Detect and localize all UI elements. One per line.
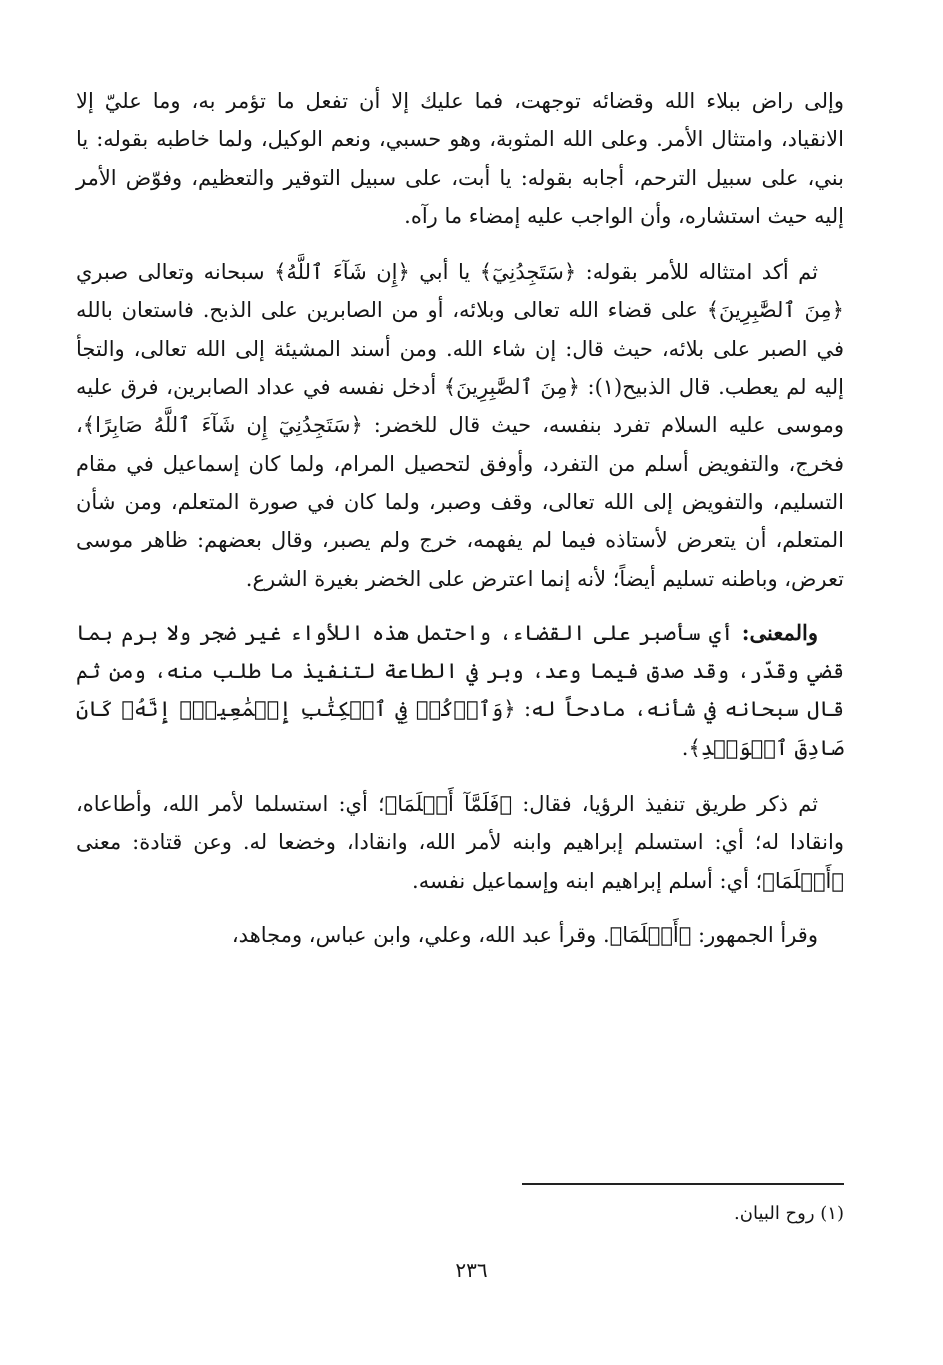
footnote: (١) روح البيان. xyxy=(734,1203,844,1224)
footnote-divider xyxy=(522,1183,844,1185)
paragraph-1: وإلى راض ببلاء الله وقضائه توجهت، فما عليك إلا أن تفعل ما تؤمر به، وما عليّ إلا الانقياد، وامتثال الأمر. وعلى الله المثوبة، وهو حسبي، ونعم الوكيل، ولما خاطبه بقوله: يا بني، على سبيل الترحم، أجابه بقوله: يا أبت، على سبيل التوقير والتعظيم، وفوّض الأمر إليه حيث استشاره، وأن الواجب عليه إمضاء ما رآه. xyxy=(76,89,844,228)
paragraph-3-text: أي سأصبر على القضاء، واحتمل هذه اللأواء غير ضجر ولا برم بما قضي وقدّر، وقد صدق فيما وعد، وبر في الطاعة لتنفيذ ما طلب منه، ومن ثم قال سبحانه في شأنه، مادحاً له: ﴿وَٱذۡكُرۡ فِي ٱلۡكِتَٰبِ إِسۡمَٰعِيلَۚ إِنَّهُۥ كَانَ صَادِقَ ٱلۡوَعۡدِ﴾. xyxy=(76,620,844,760)
page-body xyxy=(76,82,844,954)
paragraph-3 xyxy=(76,614,844,767)
paragraph-3-lead: والمعنى: xyxy=(741,619,818,645)
paragraph-2: ثم أكد امتثاله للأمر بقوله: ﴿سَتَجِدُنِيٓ﴾ يا أبي ﴿إِن شَآءَ ٱللَّهُ﴾ سبحانه وتعالى صبري ﴿مِنَ ٱلصَّٰبِرِينَ﴾ على قضاء الله تعالى وبلائه، أو من الصابرين على الذبح. فاستعان بالله في الصبر على بلائه، حيث قال: إن شاء الله. ومن أسند المشيئة إلى الله تعالى، والتجأ إليه لم يعطب. قال الذبيح(١): ﴿مِنَ ٱلصَّٰبِرِينَ﴾ أدخل نفسه في عداد الصابرين، فرق عليه وموسى عليه السلام تفرد بنفسه، حيث قال للخضر: ﴿سَتَجِدُنِيٓ إِن شَآءَ ٱللَّهُ صَابِرًا﴾، فخرج، والتفويض أسلم من التفرد، وأوفق لتحصيل المرام، ولما كان إسماعيل في مقام التسليم، والتفويض إلى الله تعالى، وقف وصبر، ولما كان في صورة المتعلم، ومن شأن المتعلم، أن يتعرض لأستاذه فيما لم يفهمه، خرج ولم يصبر، وقال بعضهم: ظاهر موسى تعرض، وباطنه تسليم أيضاً؛ لأنه إنما اعترض على الخضر بغيرة الشرع. xyxy=(76,260,844,591)
paragraph-5: وقرأ الجمهور: ﴿أَسۡلَمَا﴾. وقرأ عبد الله، وعلي، وابن عباس، ومجاهد، xyxy=(231,922,818,947)
paragraph-4: ثم ذكر طريق تنفيذ الرؤيا، فقال: ﴿فَلَمَّآ أَسۡلَمَا﴾؛ أي: استسلما لأمر الله، وأطاعاه، وانقادا له؛ أي: استسلم إبراهيم وابنه لأمر الله، وانقادا، وخضعا له. وعن قتادة: معنى ﴿أَسۡلَمَا﴾؛ أي: أسلم إبراهيم ابنه وإسماعيل نفسه. xyxy=(76,792,844,893)
page-number: ٢٣٦ xyxy=(455,1258,488,1282)
